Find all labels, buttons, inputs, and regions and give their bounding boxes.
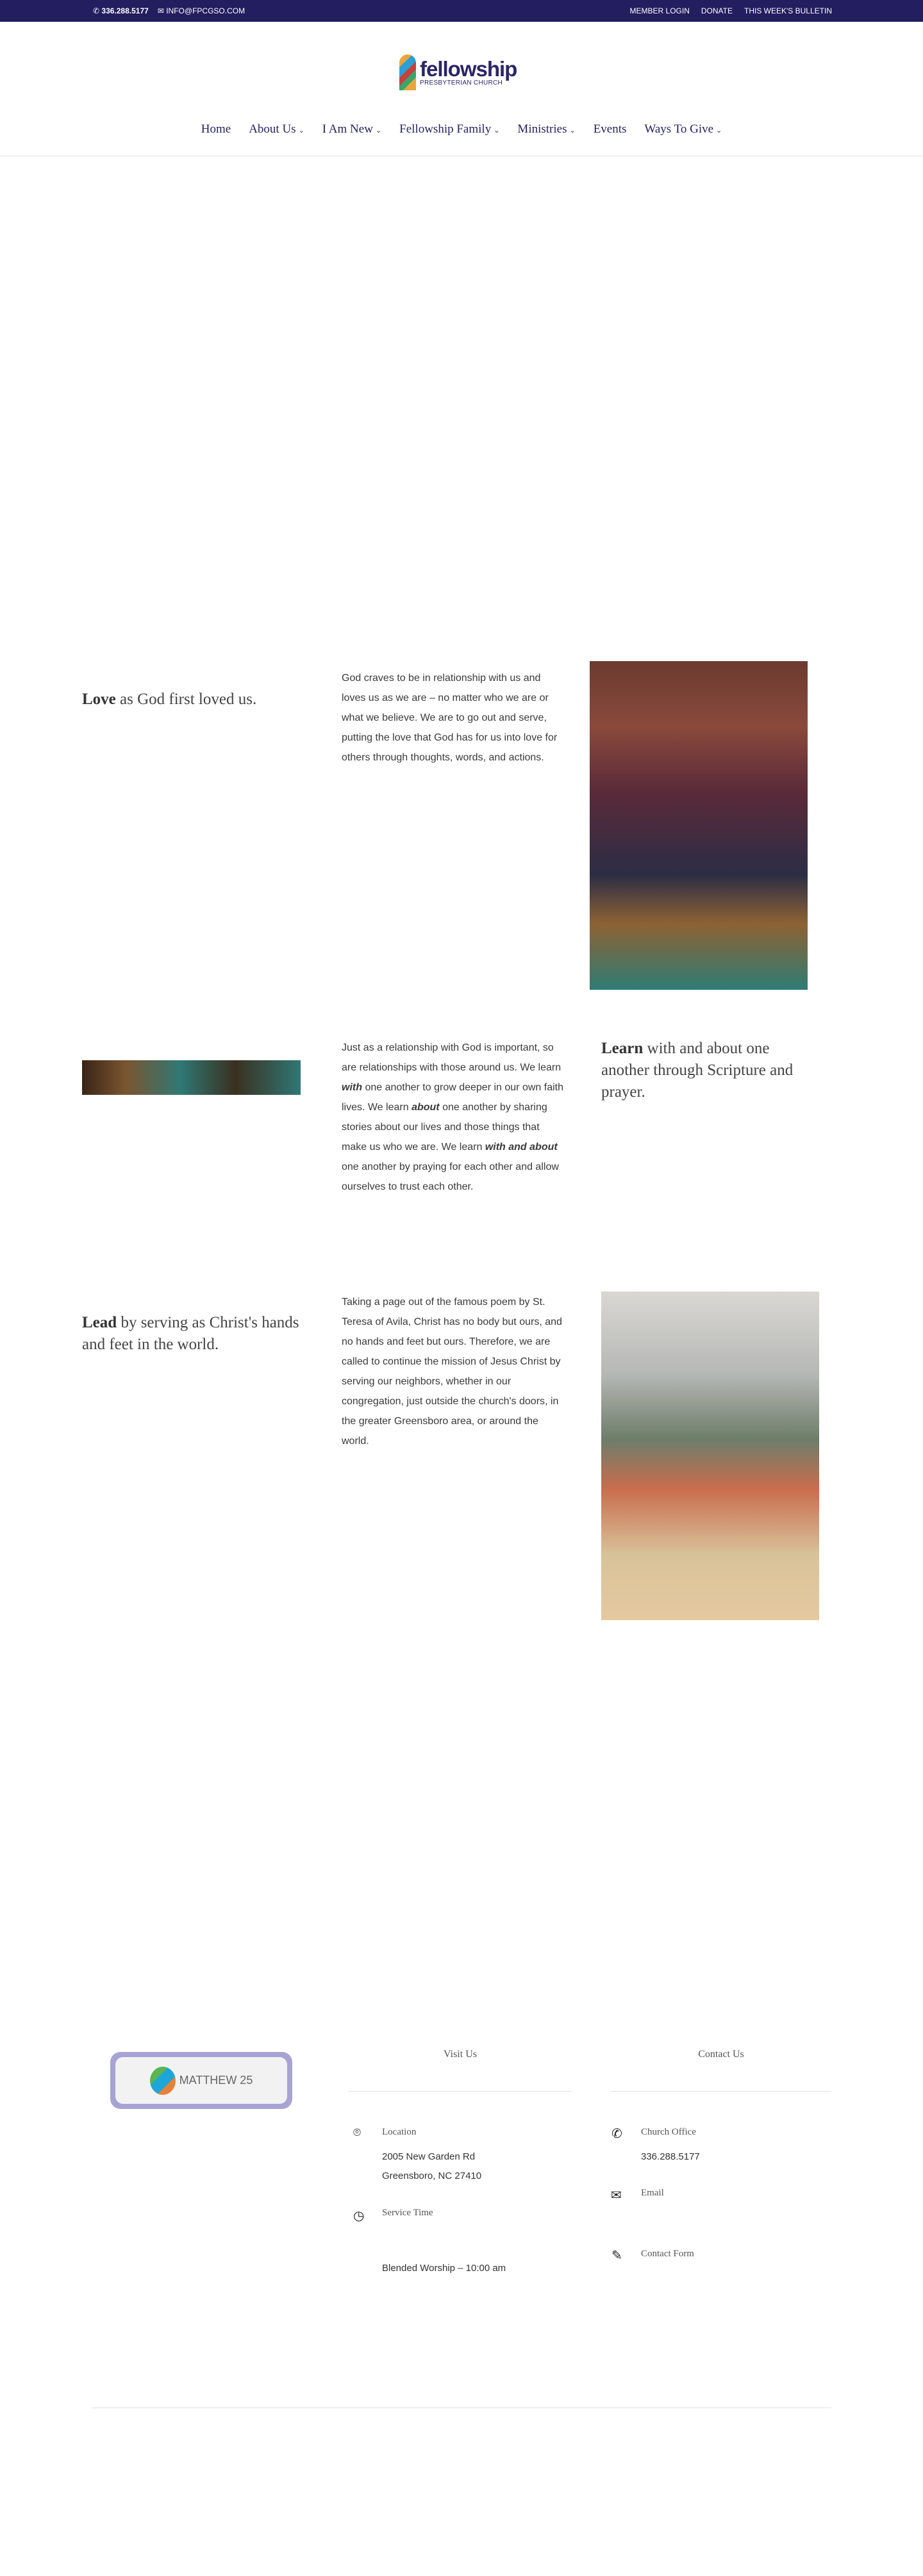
contact-form-icon: ✎ (611, 2249, 622, 2263)
nav-about-us[interactable]: About Us ⌄ (249, 122, 304, 136)
contact-form-link[interactable]: Contact Form (641, 2249, 694, 2259)
map-pin-icon: ⌾ (353, 2126, 361, 2140)
chevron-down-icon: ⌄ (494, 126, 500, 135)
nav-home[interactable]: Home (201, 122, 231, 136)
lead-body: Taking a page out of the famous poem by St. Teresa of Avila, Christ has no body but ours, and no hands and feet but ours. Therefore, we are called to continue the mission of Jesus Christ by serving our neighbors, whether in our congregation, just outside the church's doors, in the greater Greensboro area, or around the world. (342, 1297, 562, 1447)
service-time: Blended Worship – 10:00 am (382, 2263, 506, 2274)
church-office-label: Church Office (641, 2127, 696, 2137)
email-link[interactable]: ✉ INFO@FPCGSO.COM (157, 6, 245, 15)
divider (611, 2091, 831, 2092)
service-project-photo (601, 1292, 819, 1620)
hugging-congregation-photo (590, 661, 808, 990)
member-login-link[interactable]: MEMBER LOGIN (629, 6, 690, 15)
chevron-down-icon: ⌄ (569, 126, 576, 135)
visit-us-heading: Visit Us (444, 2049, 477, 2060)
address-line-2[interactable]: Greensboro, NC 27410 (382, 2170, 482, 2181)
divider (348, 2091, 572, 2092)
phone-link[interactable]: ✆ 336.288.5177 (93, 6, 149, 15)
donate-link[interactable]: DONATE (701, 6, 733, 15)
email-link[interactable]: Email (641, 2188, 664, 2198)
site-logo[interactable]: fellowship PRESBYTERIAN CHURCH (399, 54, 517, 90)
mail-icon: ✉ (157, 6, 164, 15)
chevron-down-icon: ⌄ (375, 126, 382, 135)
nav-ministries[interactable]: Ministries ⌄ (517, 122, 576, 136)
matthew-25-badge[interactable]: MATTHEW 25 (110, 2052, 292, 2109)
stained-glass-icon (399, 54, 416, 90)
main-nav (0, 122, 923, 136)
location-label: Location (382, 2127, 417, 2137)
phone-icon: ✆ (93, 6, 100, 15)
envelope-icon: ✉ (611, 2188, 622, 2203)
top-bar (0, 0, 923, 22)
learn-body: Just as a relationship with God is important, so are relationships with those around us. We learn with one another to grow deeper in our own faith lives. We learn about one another by sharing stories about our lives and those things that make us who we are. We learn with and about one another by praying for each other and allow ourselves to trust each other. (342, 1042, 563, 1192)
sanctuary-photo (82, 1060, 301, 1095)
chevron-down-icon: ⌄ (298, 126, 304, 135)
nav-ways-to-give[interactable]: Ways To Give ⌄ (644, 122, 722, 136)
love-heading: Love as God first loved us. (82, 691, 257, 708)
nav-fellowship-family[interactable]: Fellowship Family ⌄ (399, 122, 500, 136)
lead-heading: Lead by serving as Christ's hands and feet in the world. (82, 1314, 299, 1353)
header (0, 22, 923, 156)
church-office-phone[interactable]: 336.288.5177 (641, 2151, 700, 2162)
contact-us-heading: Contact Us (698, 2049, 744, 2060)
nav-i-am-new[interactable]: I Am New ⌄ (322, 122, 382, 136)
bulletin-link[interactable]: THIS WEEK'S BULLETIN (744, 6, 832, 15)
service-time-label: Service Time (382, 2208, 433, 2218)
address-line-1[interactable]: 2005 New Garden Rd (382, 2151, 476, 2162)
chevron-down-icon: ⌄ (716, 126, 722, 135)
phone-icon: ✆ (611, 2127, 622, 2141)
nav-events[interactable]: Events (593, 122, 627, 136)
learn-heading: Learn with and about one another through Scripture and prayer. (601, 1040, 794, 1101)
clock-icon: ◷ (353, 2209, 365, 2223)
matthew-25-logo-icon (150, 2067, 176, 2095)
love-body: God craves to be in relationship with us and loves us as we are – no matter who we are or what we believe. We are to go out and serve, putting the love that God has for us into love for others through thoughts, words, and actions. (342, 673, 558, 763)
